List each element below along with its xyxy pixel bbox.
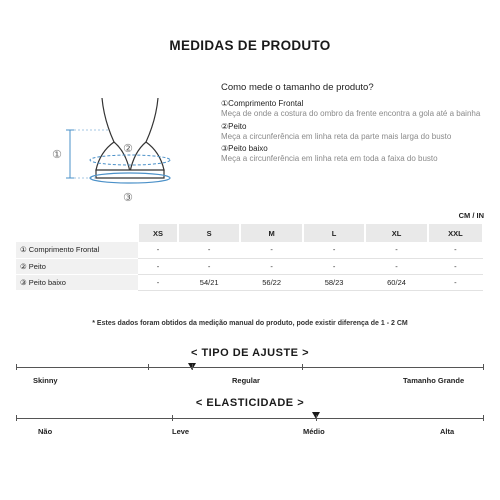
unit-label: CM / IN <box>458 211 484 220</box>
table-cell: 54/21 <box>178 274 240 290</box>
size-table <box>16 224 484 291</box>
table-cell: - <box>428 258 483 274</box>
fit-tick <box>192 364 193 370</box>
table-cell: 56/22 <box>240 274 302 290</box>
column-header: S <box>178 224 240 242</box>
measurement-note: * Estes dados foram obtidos da medição manual do produto, pode existir diferença de 1 - 2 CM <box>92 320 408 327</box>
info-item-desc: Meça de onde a costura do ombro da frente encontra a gola até a bainha <box>221 109 481 118</box>
table-row <box>16 274 483 290</box>
column-header: XS <box>138 224 178 242</box>
row-label: ① Comprimento Frontal <box>16 242 138 258</box>
table-cell: - <box>138 274 178 290</box>
table-row <box>16 242 483 258</box>
marker-3: ③ <box>123 191 133 204</box>
row-label: ③ Peito baixo <box>16 274 138 290</box>
info-item-underbust <box>221 144 486 165</box>
table-cell: - <box>365 242 427 258</box>
table-cell: - <box>240 258 302 274</box>
elasticity-label-none: Não <box>38 427 53 436</box>
table-cell: - <box>138 258 178 274</box>
column-header: L <box>303 224 365 242</box>
info-item-head: ②Peito <box>221 121 247 131</box>
elasticity-tick <box>316 415 317 421</box>
table-cell: 60/24 <box>365 274 427 290</box>
fit-tick <box>16 364 17 370</box>
column-header: XL <box>365 224 427 242</box>
fit-label-regular: Regular <box>232 376 260 385</box>
fit-label-skinny: Skinny <box>33 376 58 385</box>
elasticity-label-light: Leve <box>172 427 190 436</box>
page-title: MEDIDAS DE PRODUTO <box>169 38 331 53</box>
column-header: XXL <box>428 224 483 242</box>
table-cell: - <box>303 242 365 258</box>
elasticity-label-high: Alta <box>440 427 455 436</box>
table-cell: - <box>303 258 365 274</box>
info-question: Como mede o tamanho de produto? <box>221 82 374 93</box>
table-cell: - <box>428 274 483 290</box>
elasticity-label-medium: Médio <box>303 427 325 436</box>
elasticity-title: < ELASTICIDADE > <box>195 397 305 409</box>
column-header: M <box>240 224 302 242</box>
fit-tick <box>483 364 484 370</box>
table-cell: - <box>178 258 240 274</box>
info-item-head: ③Peito baixo <box>221 144 268 153</box>
table-cell: 58/23 <box>303 274 365 290</box>
row-label: ② Peito <box>16 258 138 274</box>
fit-tick <box>148 364 149 370</box>
table-corner <box>16 224 138 242</box>
table-header-row <box>16 224 483 242</box>
elasticity-tick <box>483 415 484 421</box>
bra-diagram <box>40 90 220 210</box>
fit-scale-line <box>16 367 484 368</box>
table-cell: - <box>240 242 302 258</box>
elasticity-tick <box>172 415 173 421</box>
info-item-desc: Meça a circunferência em linha reta da parte mais larga do busto <box>221 131 452 141</box>
right-strap <box>146 98 158 142</box>
fit-tick <box>302 364 303 370</box>
fit-type-title: < TIPO DE AJUSTE > <box>190 347 309 359</box>
table-cell: - <box>428 242 483 258</box>
info-item-front-length <box>221 99 486 120</box>
table-row <box>16 258 483 274</box>
table-cell: - <box>138 242 178 258</box>
left-strap <box>102 98 114 142</box>
elasticity-scale-line <box>16 418 484 419</box>
measurement-info <box>221 82 486 167</box>
table-cell: - <box>365 258 427 274</box>
marker-2: ② <box>123 142 133 155</box>
elasticity-tick <box>16 415 17 421</box>
marker-1: ① <box>52 148 62 161</box>
fit-label-large: Tamanho Grande <box>403 376 465 385</box>
info-item-bust <box>221 122 486 143</box>
table-cell: - <box>178 242 240 258</box>
info-item-head: ①Comprimento Frontal <box>221 99 304 108</box>
info-item-desc: Meça a circunferência em linha reta em toda a faixa do busto <box>221 154 438 163</box>
